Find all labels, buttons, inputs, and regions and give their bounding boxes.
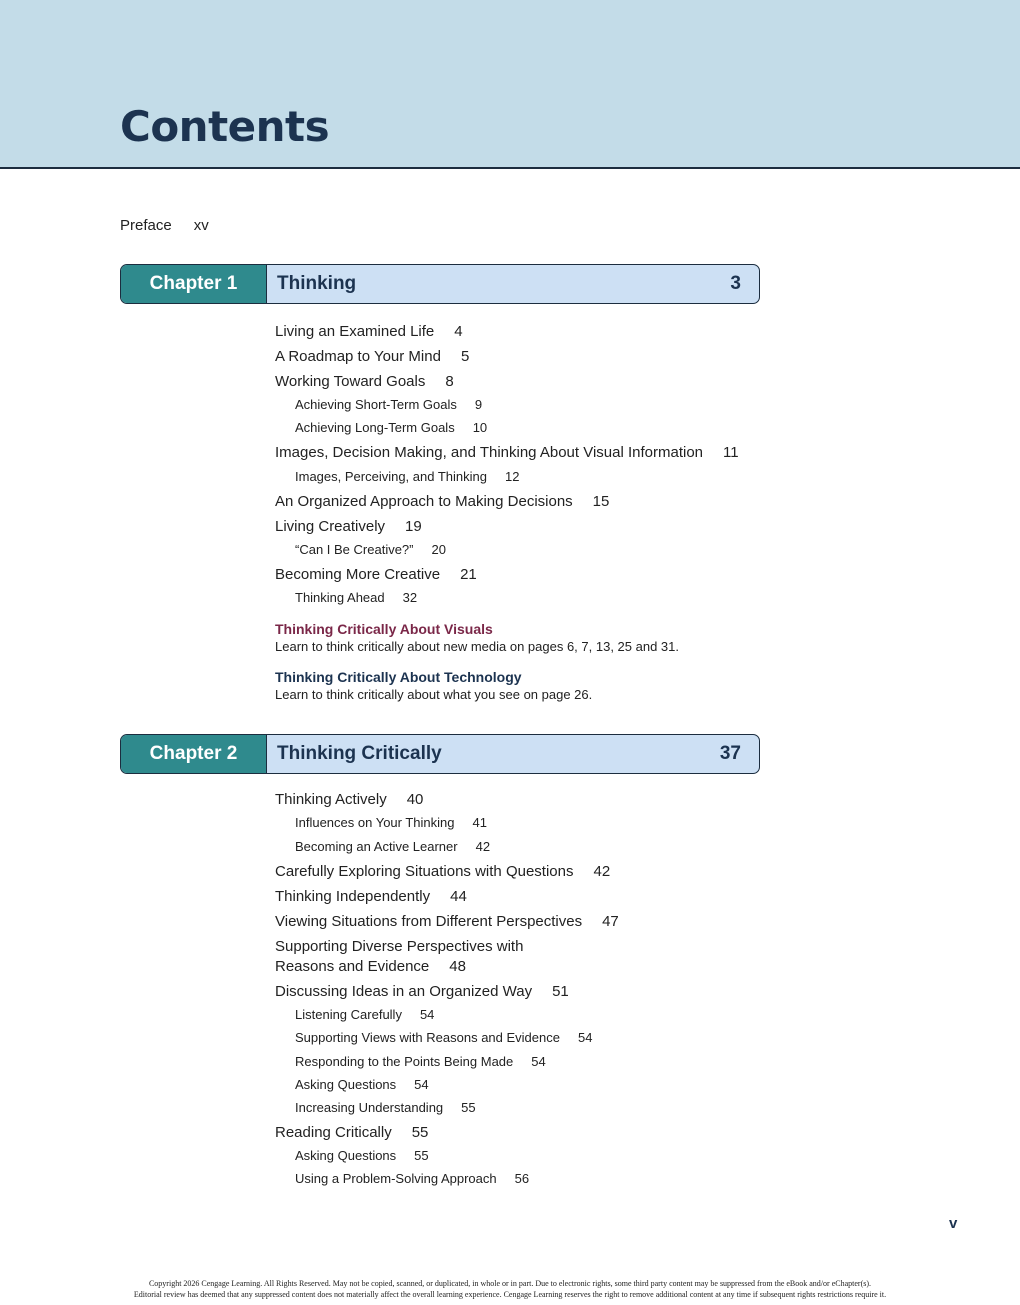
feature-description: Learn to think critically about new media on pages 6, 7, 13, 25 and 31. [275, 639, 679, 654]
toc-entry[interactable] [275, 862, 619, 887]
toc-entry-page: 15 [592, 493, 610, 510]
toc-entry-title: Achieving Long-Term Goals [295, 420, 455, 435]
toc-subentry[interactable] [275, 1006, 619, 1029]
toc-entry-page: 11 [723, 444, 739, 461]
toc-entry-title: “Can I Be Creative?” [295, 542, 414, 557]
toc-entry-page: 4 [454, 323, 463, 340]
toc-entry[interactable] [275, 982, 619, 1006]
toc-subentry[interactable] [275, 419, 739, 443]
toc-entry[interactable] [275, 937, 619, 982]
toc-entry-title: Discussing Ideas in an Organized Way [275, 983, 533, 1000]
toc-entry-page: 48 [449, 958, 466, 975]
toc-entry-title: A Roadmap to Your Mind [275, 348, 441, 365]
toc-entry[interactable] [275, 517, 739, 541]
feature-title: Thinking Critically About Technology [275, 669, 522, 685]
copyright-line-2: Editorial review has deemed that any suppressed content does not materially affect the overall learning experience. Cengage Learning reserves the right to remove additional content at any time if subsequent rights restrictions require it. [133, 1290, 887, 1299]
toc-entry-title: Influences on Your Thinking [295, 815, 455, 830]
feature-visuals[interactable] [275, 620, 679, 656]
toc-entry-title: Carefully Exploring Situations with Questions [275, 863, 574, 880]
feature-description: Learn to think critically about what you see on page 26. [275, 687, 593, 702]
toc-entry[interactable] [275, 347, 739, 372]
toc-entry[interactable] [275, 492, 739, 517]
toc-entry-title: Using a Problem-Solving Approach [295, 1171, 497, 1186]
chapter-page: 3 [730, 273, 741, 294]
toc-subentry[interactable] [275, 1099, 619, 1123]
toc-entry-title: Thinking Independently [275, 888, 431, 905]
toc-entry-page: 55 [414, 1148, 429, 1163]
toc-subentry[interactable] [275, 541, 739, 565]
chapter-1-header[interactable] [120, 264, 760, 304]
toc-entry-title: An Organized Approach to Making Decisions [275, 493, 573, 510]
toc-entry-title: Images, Decision Making, and Thinking About Visual Information [275, 444, 704, 461]
copyright-notice [100, 1278, 920, 1300]
toc-entry-title: Living Creatively [275, 518, 386, 535]
toc-entry-title: Viewing Situations from Different Perspectives [275, 913, 583, 930]
toc-entry-title: Asking Questions [295, 1077, 397, 1092]
toc-entry[interactable] [275, 790, 619, 814]
toc-entry-page: 55 [411, 1124, 429, 1141]
toc-subentry[interactable] [275, 1029, 619, 1053]
toc-entry-page: 21 [460, 566, 477, 583]
toc-entry-title-line2: Reasons and Evidence [275, 958, 430, 975]
toc-entry-title: Becoming an Active Learner [295, 839, 458, 854]
toc-entry-title: Reading Critically [275, 1124, 392, 1141]
toc-entry-page: 54 [414, 1077, 429, 1092]
chapter-label: Chapter 2 [121, 735, 267, 773]
toc-entry-title: Supporting Views with Reasons and Evidence [295, 1030, 560, 1045]
toc-entry-page: 32 [402, 590, 418, 605]
toc-entry-page: 40 [406, 791, 424, 808]
toc-subentry[interactable] [275, 589, 739, 613]
toc-entry-title: Supporting Diverse Perspectives with [275, 938, 524, 955]
toc-subentry[interactable] [275, 814, 619, 838]
toc-entry-title: Images, Perceiving, and Thinking [295, 469, 487, 484]
toc-entry-title: Preface [120, 217, 172, 234]
toc-entry-page: 41 [472, 815, 487, 830]
toc-entry-page: 9 [474, 397, 483, 412]
toc-entry-title: Thinking Actively [275, 791, 387, 808]
toc-entry-page: 10 [472, 420, 488, 435]
toc-entry[interactable] [275, 565, 739, 589]
toc-entry-page: 51 [552, 983, 569, 1000]
toc-entry-title: Asking Questions [295, 1148, 397, 1163]
toc-entry-page: 42 [593, 863, 611, 880]
page-number: v [949, 1215, 958, 1232]
toc-entry-title: Responding to the Points Being Made [295, 1054, 514, 1069]
toc-subentry[interactable] [275, 468, 739, 492]
toc-entry-page: 54 [419, 1007, 435, 1022]
toc-entry-title: Achieving Short-Term Goals [295, 397, 457, 412]
toc-entry-page: 5 [460, 348, 470, 365]
toc-entry-page: 54 [577, 1030, 593, 1045]
toc-entry[interactable] [275, 443, 739, 468]
toc-entry-page: 54 [531, 1054, 546, 1069]
toc-entry-title: Listening Carefully [295, 1007, 402, 1022]
chapter-title: Thinking Critically [277, 743, 442, 764]
toc-entry[interactable] [275, 887, 619, 912]
toc-subentry[interactable] [275, 1170, 619, 1193]
toc-entry[interactable] [275, 372, 739, 396]
toc-entry-page: 47 [602, 913, 619, 930]
page-title: Contents [120, 102, 330, 151]
copyright-line-1: Copyright 2026 Cengage Learning. All Rights Reserved. May not be copied, scanned, or duplicated, in whole or in part. Due to electronic rights, some third party content may be suppressed from the eBook and/or eChapter(s). [148, 1279, 872, 1288]
chapter-page: 37 [719, 743, 741, 764]
feature-technology[interactable] [275, 668, 592, 704]
toc-subentry[interactable] [275, 1053, 619, 1076]
toc-entry-page: 8 [445, 373, 454, 390]
chapter-1-toc [275, 322, 739, 613]
chapter-label: Chapter 1 [121, 265, 267, 303]
toc-subentry[interactable] [275, 1147, 619, 1170]
toc-subentry[interactable] [275, 838, 619, 862]
chapter-2-header[interactable] [120, 734, 760, 774]
toc-entry-page: xv [193, 217, 209, 234]
toc-entry-title: Working Toward Goals [275, 373, 426, 390]
toc-entry-title: Living an Examined Life [275, 323, 435, 340]
chapter-title: Thinking [277, 273, 357, 294]
toc-entry-page: 12 [504, 469, 520, 484]
header-band [0, 0, 1020, 169]
chapter-2-toc [275, 790, 619, 1193]
toc-entry-preface[interactable] [120, 217, 209, 234]
toc-entry-page: 44 [450, 888, 467, 905]
toc-entry[interactable] [275, 322, 739, 347]
toc-entry-page: 55 [461, 1100, 476, 1115]
toc-entry-page: 42 [475, 839, 491, 854]
toc-entry-title: Increasing Understanding [295, 1100, 444, 1115]
toc-entry[interactable] [275, 912, 619, 937]
toc-entry-page: 20 [431, 542, 446, 557]
toc-entry-title: Thinking Ahead [295, 590, 385, 605]
toc-entry-title: Becoming More Creative [275, 566, 441, 583]
toc-entry-page: 56 [514, 1171, 530, 1186]
feature-title: Thinking Critically About Visuals [275, 621, 493, 637]
toc-subentry[interactable] [275, 396, 739, 419]
toc-entry-page: 19 [405, 518, 422, 535]
toc-entry[interactable] [275, 1123, 619, 1147]
toc-subentry[interactable] [275, 1076, 619, 1099]
